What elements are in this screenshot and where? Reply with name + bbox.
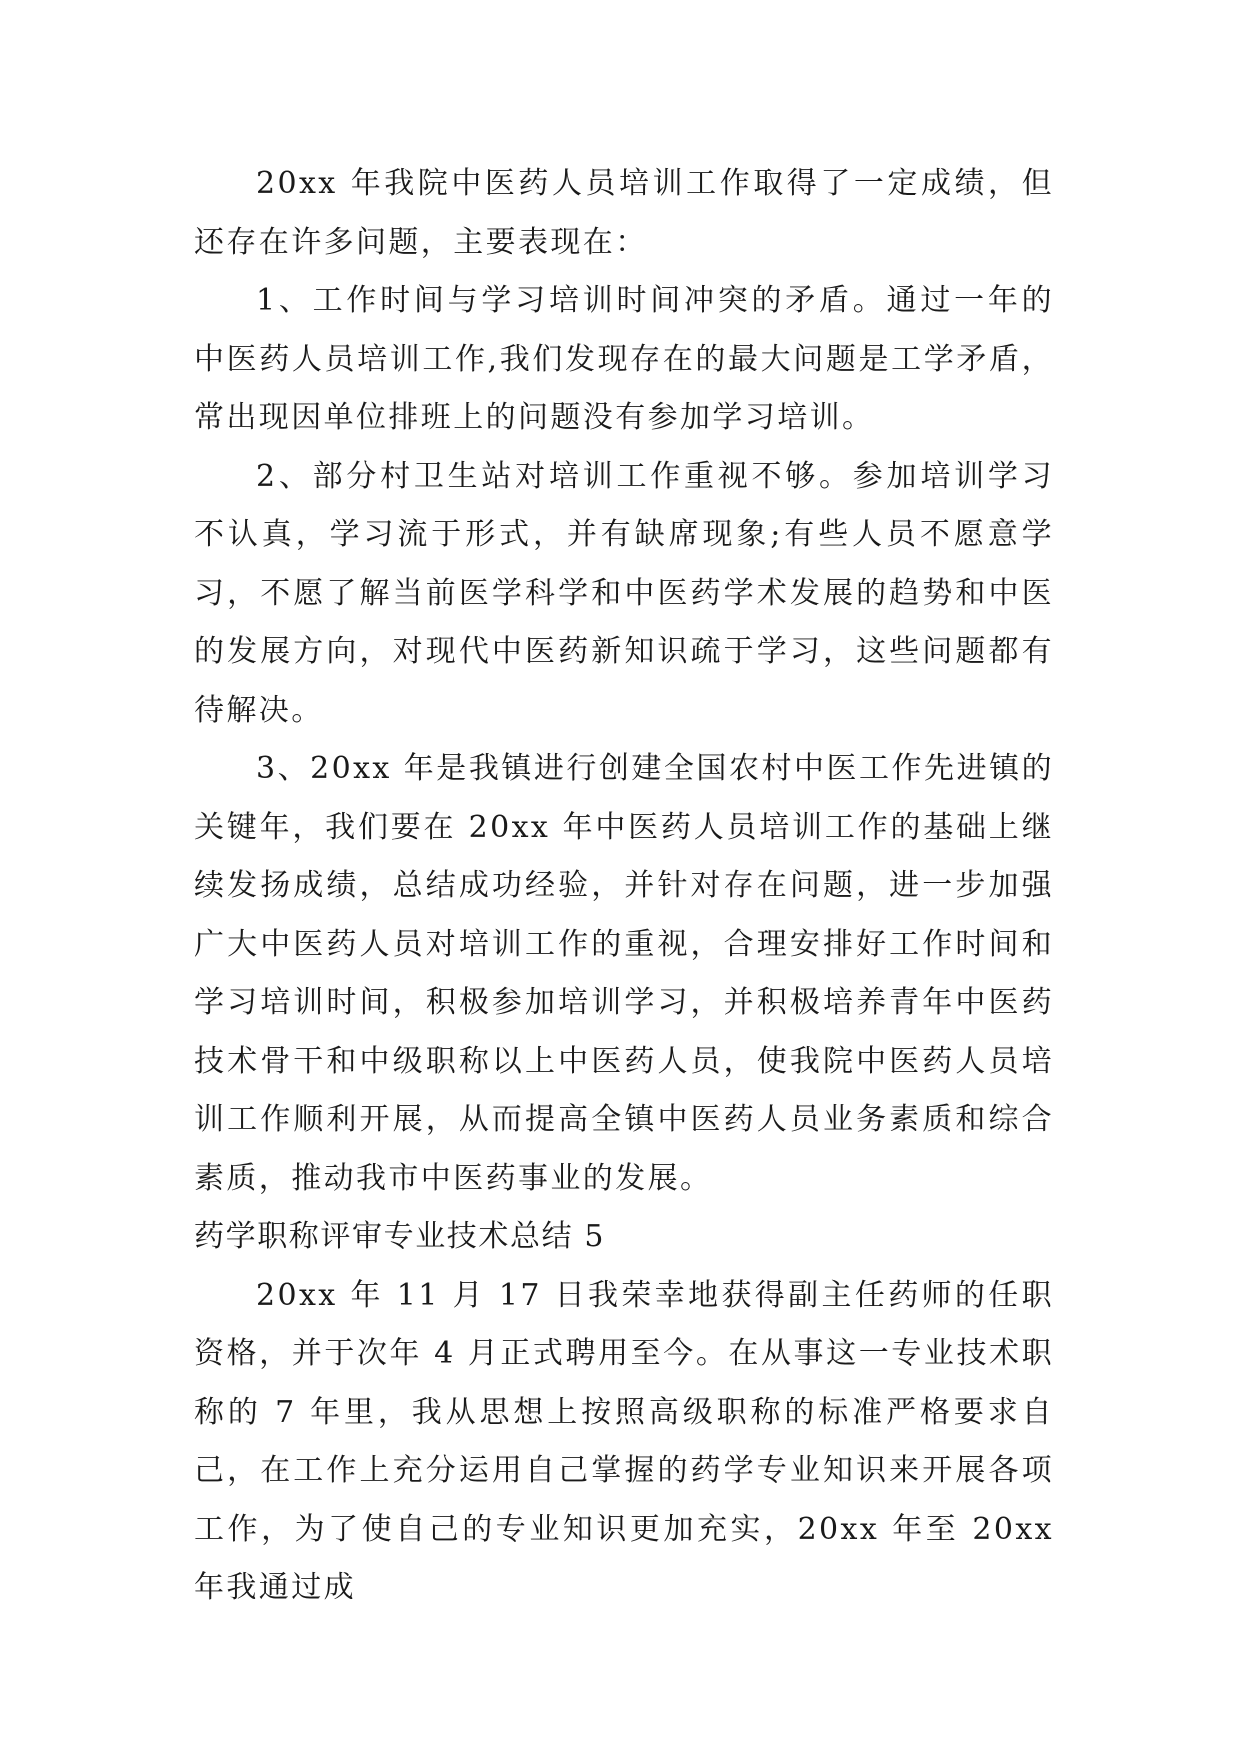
paragraph-summary-intro: 20xx 年我院中医药人员培训工作取得了一定成绩，但还存在许多问题，主要表现在：	[194, 166, 1054, 260]
paragraph-plan-3: 3、20xx 年是我镇进行创建全国农村中医工作先进镇的关键年，我们要在 20xx 年中医药人员培训工作的基础上继续发扬成绩，总结成功经验，并针对存在问题，进一步加强广大中医药人员对培训工作的重视，合理安排好工作时间和学习培训时间，积极参加培训学习，并积极培养青年中医药技术骨干和中级职称以上中医药人员，使我院中医药人员培训工作顺利开展，从而提高全镇中医药人员业务素质和综合素质，推动我市中医药事业的发展。	[194, 751, 1054, 1196]
document-body	[194, 155, 1054, 1618]
paragraph-problem-2: 2、部分村卫生站对培训工作重视不够。参加培训学习不认真，学习流于形式，并有缺席现象;有些人员不愿意学习，不愿了解当前医学科学和中医药学术发展的趋势和中医的发展方向，对现代中医药新知识疏于学习，这些问题都有待解决。	[194, 458, 1054, 728]
paragraph-section-summary: 20xx 年 11 月 17 日我荣幸地获得副主任药师的任职资格，并于次年 4 月正式聘用至今。在从事这一专业技术职称的 7 年里，我从思想上按照高级职称的标准严格要求自己，在工作上充分运用自己掌握的药学专业知识来开展各项工作，为了使自己的专业知识更加充实，20xx 年至 20xx 年我通过成	[194, 1277, 1054, 1605]
paragraph-problem-1: 1、工作时间与学习培训时间冲突的矛盾。通过一年的中医药人员培训工作,我们发现存在的最大问题是工学矛盾，常出现因单位排班上的问题没有参加学习培训。	[194, 283, 1054, 435]
section-title: 药学职称评审专业技术总结 5	[194, 1219, 606, 1254]
